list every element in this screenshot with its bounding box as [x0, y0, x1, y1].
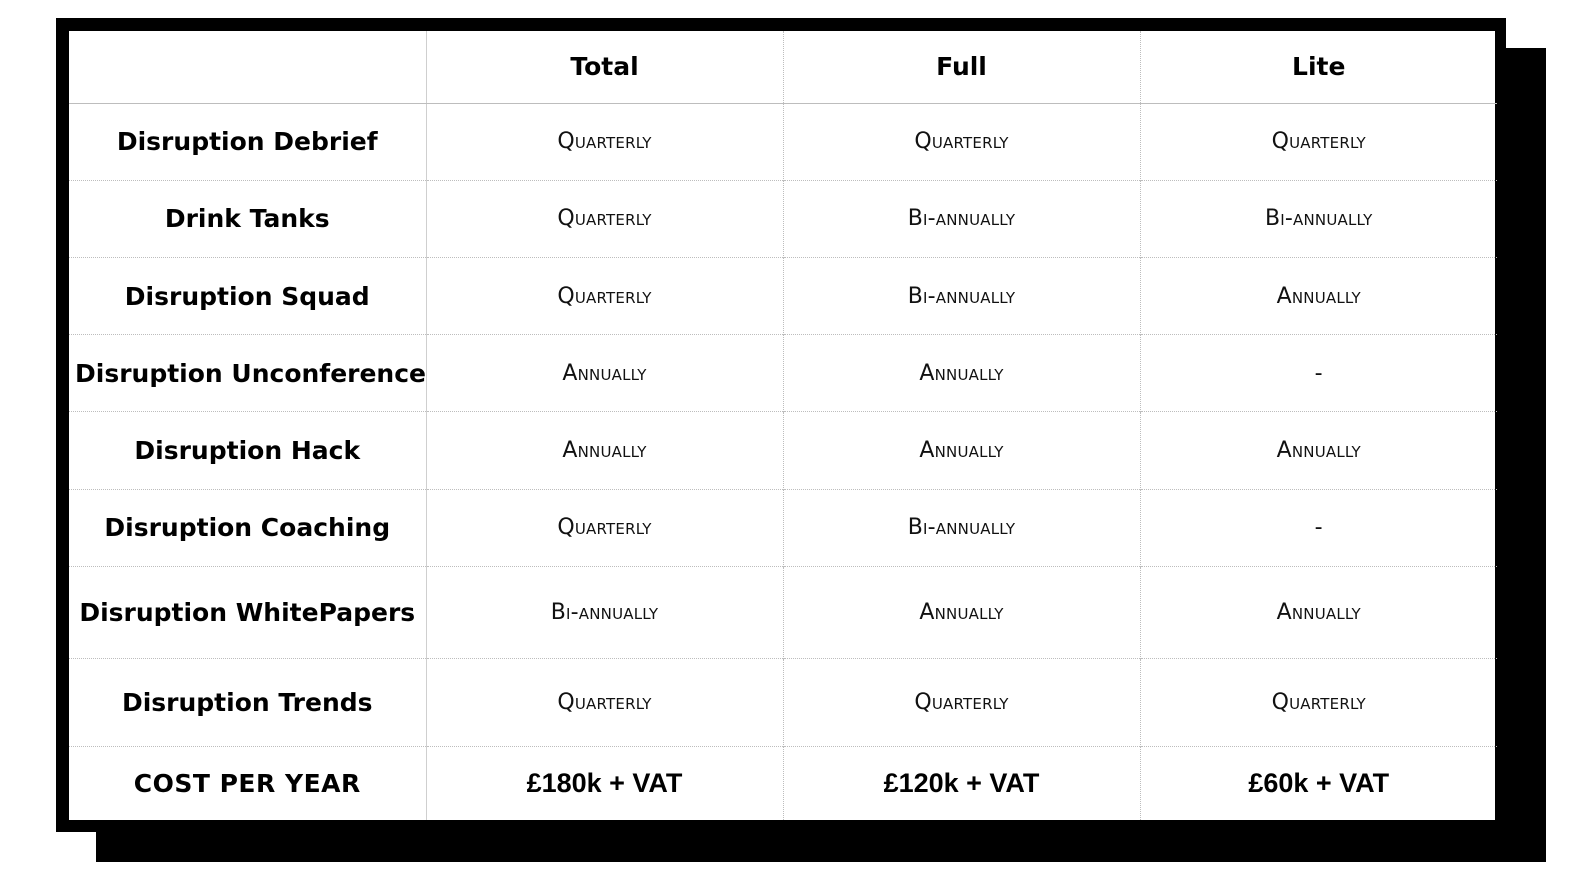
- table-row: [69, 335, 1497, 412]
- table-row: [69, 566, 1497, 658]
- cell-full: Quarterly: [783, 659, 1140, 747]
- cell-lite: Quarterly: [1140, 659, 1497, 747]
- cell-total: Annually: [426, 412, 783, 489]
- cell-total: Quarterly: [426, 103, 783, 180]
- header-corner: [69, 31, 426, 103]
- table-header-row: [69, 31, 1497, 103]
- cell-lite: -: [1140, 335, 1497, 412]
- row-label: Drink Tanks: [69, 180, 426, 257]
- cell-total: Quarterly: [426, 659, 783, 747]
- header-total: Total: [426, 31, 783, 103]
- table-row: [69, 659, 1497, 747]
- header-full: Full: [783, 31, 1140, 103]
- cell-total: Bi-annually: [426, 566, 783, 658]
- cell-lite: -: [1140, 489, 1497, 566]
- row-label: Disruption WhitePapers: [69, 566, 426, 658]
- cost-row: [69, 747, 1497, 820]
- row-label: Disruption Debrief: [69, 103, 426, 180]
- cost-total: £180k + VAT: [426, 747, 783, 820]
- cell-lite: Annually: [1140, 258, 1497, 335]
- cell-lite: Annually: [1140, 412, 1497, 489]
- cost-full: £120k + VAT: [783, 747, 1140, 820]
- cell-lite: Bi-annually: [1140, 180, 1497, 257]
- row-label: Disruption Trends: [69, 659, 426, 747]
- cost-label: COST PER YEAR: [69, 747, 426, 820]
- row-label: Disruption Hack: [69, 412, 426, 489]
- table-row: [69, 489, 1497, 566]
- cell-total: Quarterly: [426, 489, 783, 566]
- cell-full: Bi-annually: [783, 489, 1140, 566]
- cell-full: Annually: [783, 335, 1140, 412]
- cost-lite: £60k + VAT: [1140, 747, 1497, 820]
- row-label: Disruption Unconference: [69, 335, 426, 412]
- cell-full: Bi-annually: [783, 258, 1140, 335]
- cell-total: Quarterly: [426, 180, 783, 257]
- cell-lite: Quarterly: [1140, 103, 1497, 180]
- table-row: [69, 180, 1497, 257]
- cell-lite: Annually: [1140, 566, 1497, 658]
- table-row: [69, 258, 1497, 335]
- cell-full: Bi-annually: [783, 180, 1140, 257]
- cell-total: Quarterly: [426, 258, 783, 335]
- row-label: Disruption Squad: [69, 258, 426, 335]
- cell-full: Annually: [783, 412, 1140, 489]
- pricing-table: [69, 31, 1497, 820]
- cell-full: Annually: [783, 566, 1140, 658]
- table-row: [69, 412, 1497, 489]
- header-lite: Lite: [1140, 31, 1497, 103]
- table-row: [69, 103, 1497, 180]
- pricing-table-container: [69, 31, 1495, 820]
- row-label: Disruption Coaching: [69, 489, 426, 566]
- cell-full: Quarterly: [783, 103, 1140, 180]
- cell-total: Annually: [426, 335, 783, 412]
